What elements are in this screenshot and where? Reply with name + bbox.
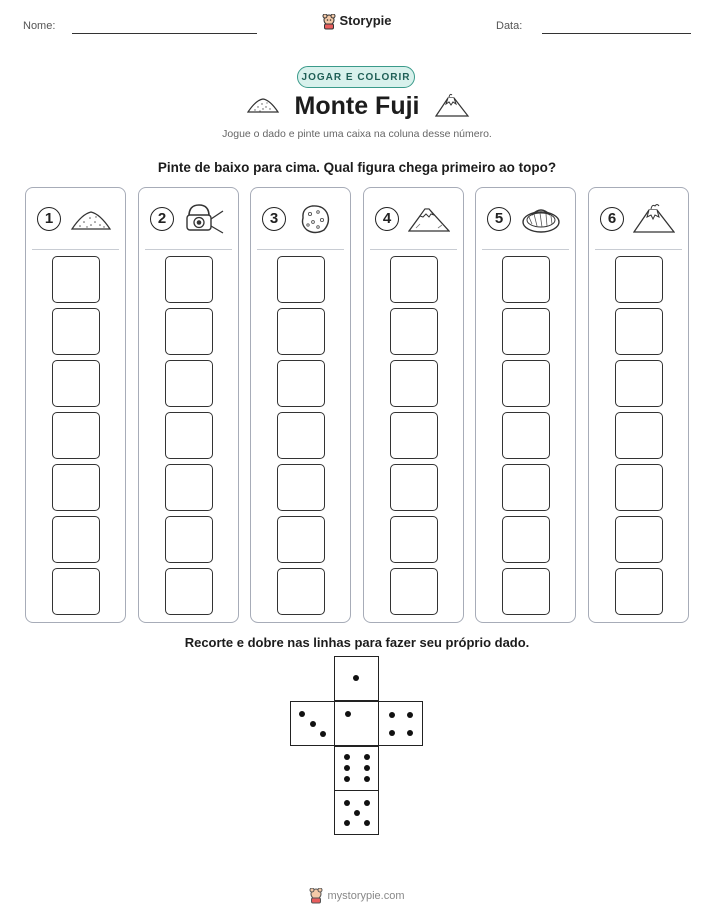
- color-box[interactable]: [502, 464, 550, 511]
- date-line[interactable]: [542, 33, 691, 34]
- volcanic-rock-icon: [295, 202, 337, 236]
- color-box[interactable]: [502, 360, 550, 407]
- color-box[interactable]: [615, 256, 663, 303]
- snowy-mountain-icon: [408, 202, 450, 236]
- die-pip: [407, 712, 413, 718]
- die-pip: [364, 754, 370, 760]
- die-pip: [353, 675, 359, 681]
- color-box[interactable]: [277, 568, 325, 615]
- brand-name: Storypie: [339, 13, 392, 28]
- color-box[interactable]: [277, 256, 325, 303]
- color-box[interactable]: [165, 412, 213, 459]
- die-face-5: [334, 790, 379, 835]
- name-line[interactable]: [72, 33, 257, 34]
- color-box[interactable]: [165, 516, 213, 563]
- color-box[interactable]: [390, 360, 438, 407]
- color-box[interactable]: [390, 568, 438, 615]
- color-box[interactable]: [615, 360, 663, 407]
- color-box[interactable]: [390, 412, 438, 459]
- color-box[interactable]: [390, 256, 438, 303]
- die-pip: [344, 820, 350, 826]
- color-box[interactable]: [502, 412, 550, 459]
- color-box[interactable]: [615, 308, 663, 355]
- die-face-4: [378, 701, 423, 746]
- column-divider: [145, 249, 232, 250]
- column-number: 6: [600, 207, 624, 231]
- color-box[interactable]: [615, 464, 663, 511]
- color-box[interactable]: [52, 412, 100, 459]
- color-box[interactable]: [502, 256, 550, 303]
- storypie-logo-icon: [309, 888, 323, 904]
- color-box[interactable]: [52, 516, 100, 563]
- color-box[interactable]: [52, 360, 100, 407]
- column-number: 2: [150, 207, 174, 231]
- color-box[interactable]: [615, 568, 663, 615]
- die-pip: [344, 776, 350, 782]
- color-box[interactable]: [277, 516, 325, 563]
- color-box[interactable]: [165, 360, 213, 407]
- color-box[interactable]: [390, 464, 438, 511]
- volcano-icon: [633, 202, 675, 236]
- die-pip: [389, 712, 395, 718]
- column-divider: [370, 249, 457, 250]
- column-4: [363, 187, 464, 623]
- color-box[interactable]: [277, 308, 325, 355]
- die-pip: [364, 820, 370, 826]
- coloring-instruction: Pinte de baixo para cima. Qual figura chega primeiro ao topo?: [157, 160, 557, 175]
- color-box[interactable]: [615, 412, 663, 459]
- die-pip: [344, 800, 350, 806]
- die-pip: [299, 711, 305, 717]
- color-box[interactable]: [277, 412, 325, 459]
- color-box[interactable]: [165, 464, 213, 511]
- storypie-logo-icon: [322, 14, 336, 30]
- activity-badge: JOGAR E COLORIR: [297, 66, 415, 88]
- die-pip: [364, 765, 370, 771]
- column-divider: [482, 249, 569, 250]
- column-5: [475, 187, 576, 623]
- date-label: Data:: [496, 20, 523, 32]
- die-face-3: [290, 701, 335, 746]
- column-2: [138, 187, 239, 623]
- camera-strap-icon: [183, 202, 225, 236]
- cut-instruction: Recorte e dobre nas linhas para fazer seu próprio dado.: [184, 635, 530, 650]
- column-number: 1: [37, 207, 61, 231]
- color-box[interactable]: [165, 568, 213, 615]
- footer-url[interactable]: mystorypie.com: [327, 889, 405, 902]
- column-divider: [257, 249, 344, 250]
- die-pip: [354, 810, 360, 816]
- color-box[interactable]: [165, 308, 213, 355]
- color-box[interactable]: [52, 308, 100, 355]
- die-pip: [407, 730, 413, 736]
- die-face-1: [334, 701, 379, 746]
- die-pip: [364, 800, 370, 806]
- footer: [0, 888, 714, 904]
- color-box[interactable]: [390, 308, 438, 355]
- column-number: 3: [262, 207, 286, 231]
- volcano-icon: [434, 92, 470, 120]
- die-pip: [345, 711, 351, 717]
- color-box[interactable]: [277, 464, 325, 511]
- column-number: 4: [375, 207, 399, 231]
- column-6: [588, 187, 689, 623]
- column-divider: [595, 249, 682, 250]
- page-title: Monte Fuji: [294, 92, 420, 120]
- die-face-1: [334, 656, 379, 701]
- column-number: 5: [487, 207, 511, 231]
- name-label: Nome:: [23, 20, 56, 32]
- die-pip: [344, 754, 350, 760]
- die-pip: [389, 730, 395, 736]
- sand-pile-icon: [70, 202, 112, 236]
- straw-sandal-icon: [520, 202, 562, 236]
- column-divider: [32, 249, 119, 250]
- color-box[interactable]: [502, 308, 550, 355]
- color-box[interactable]: [502, 568, 550, 615]
- color-box[interactable]: [390, 516, 438, 563]
- color-box[interactable]: [52, 568, 100, 615]
- color-box[interactable]: [52, 256, 100, 303]
- die-face-6: [334, 746, 379, 791]
- die-pip: [310, 721, 316, 727]
- brand: [0, 13, 714, 30]
- die-pip: [364, 776, 370, 782]
- die-pip: [344, 765, 350, 771]
- color-box[interactable]: [277, 360, 325, 407]
- column-1: [25, 187, 126, 623]
- column-3: [250, 187, 351, 623]
- color-box[interactable]: [52, 464, 100, 511]
- color-box[interactable]: [615, 516, 663, 563]
- page-subtitle: Jogue o dado e pinte uma caixa na coluna desse número.: [222, 128, 492, 140]
- color-box[interactable]: [502, 516, 550, 563]
- die-pip: [320, 731, 326, 737]
- color-box[interactable]: [165, 256, 213, 303]
